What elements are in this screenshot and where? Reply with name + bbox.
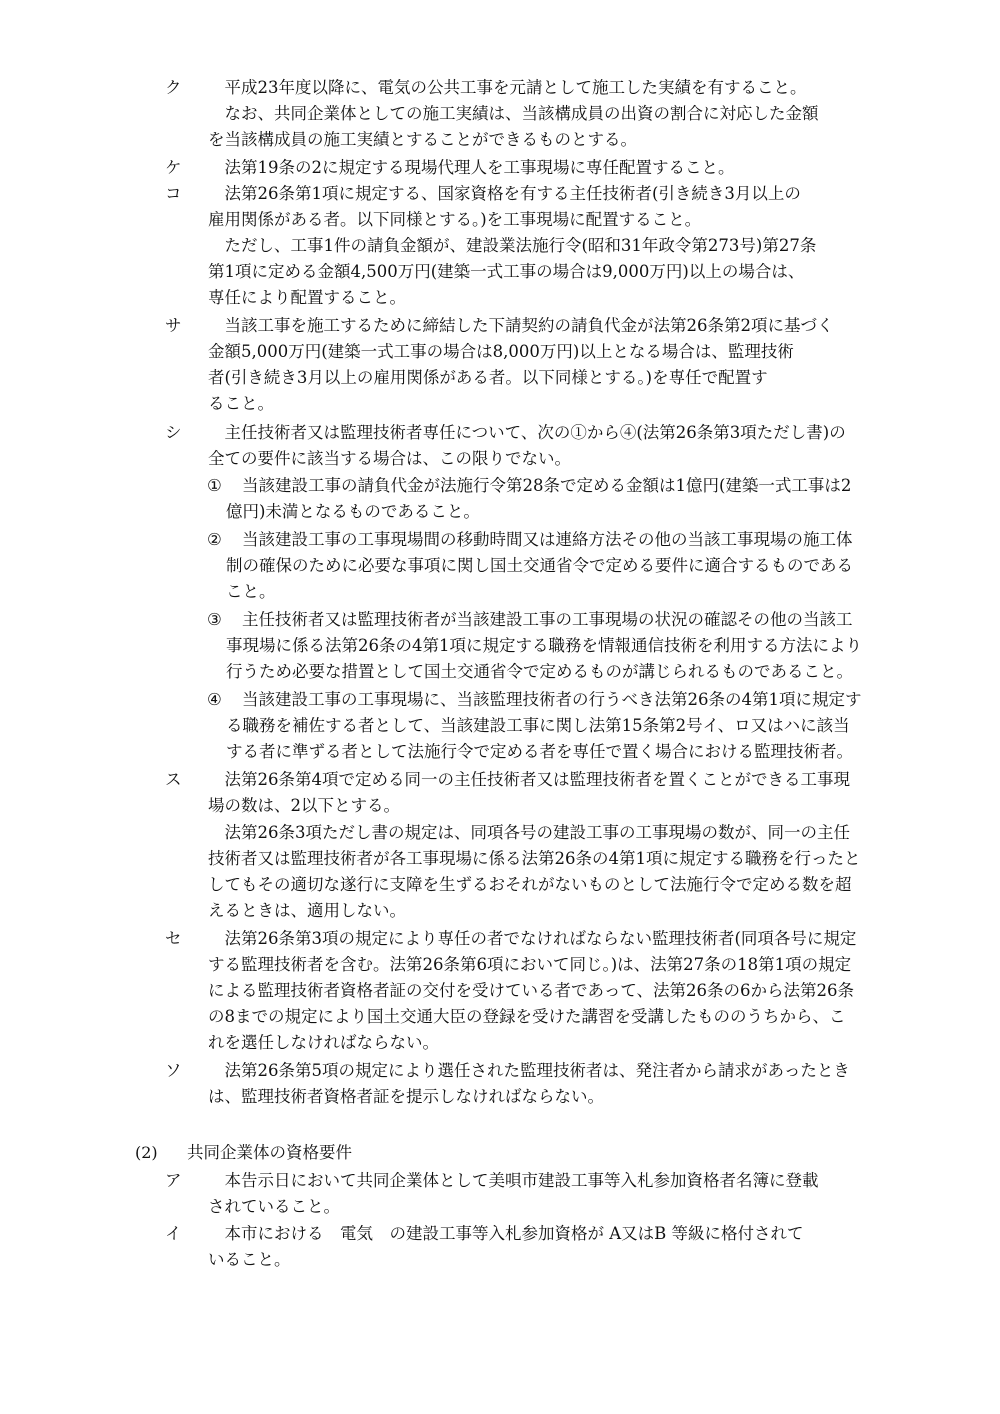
subitem-1-line-1: 当該建設工事の請負代金が法施行令第28条で定める金額は1億円(建築一式工事は2 — [242, 476, 852, 495]
item-shi-line-1: 主任技術者又は監理技術者専任について、次の①から④(法第26条第3項ただし書)の — [208, 423, 846, 442]
item-se-line-1: 法第26条第3項の規定により専任の者でなければならない監理技術者(同項各号に規定 — [208, 929, 857, 948]
subitem-3-line-2: 事現場に係る法第26条の4第1項に規定する職務を情報通信技術を利用する方法により — [226, 636, 862, 655]
item-shi-line-2: 全ての要件に該当する場合は、この限りでない。 — [208, 449, 571, 468]
item-marker-i: イ — [165, 1224, 182, 1243]
item-su-line-5: してもその適切な遂行に支障を生ずるおそれがないものとして法施行令で定める数を超 — [208, 875, 852, 894]
item-se-line-2: する監理技術者を含む。法第26条第6項において同じ。)は、法第27条の18第1項の規定 — [208, 955, 852, 974]
item-marker-shi: シ — [165, 423, 182, 442]
subitem-marker-3: ③ — [207, 610, 222, 629]
item-marker-a: ア — [165, 1171, 182, 1190]
subitem-marker-1: ① — [207, 476, 222, 495]
item-marker-se: セ — [165, 929, 182, 948]
subitem-marker-2: ② — [207, 530, 222, 549]
item-sa-line-4: ること。 — [208, 394, 274, 413]
item-sa-line-1: 当該工事を施工するために締結した下請契約の請負代金が法第26条第2項に基づく — [208, 316, 834, 335]
item-marker-so: ソ — [165, 1061, 182, 1080]
item-marker-sa: サ — [165, 316, 182, 335]
item-i-line-2: いること。 — [208, 1250, 291, 1269]
item-a-line-2: されていること。 — [208, 1197, 340, 1216]
subitem-marker-4: ④ — [207, 690, 222, 709]
subitem-1-line-2: 億円)未満となるものであること。 — [226, 502, 480, 521]
item-se-line-3: による監理技術者資格者証の交付を受けている者であって、法第26条の6から法第26条 — [208, 981, 854, 1000]
item-su-line-2: 場の数は、2以下とする。 — [208, 796, 400, 815]
subitem-3-line-1: 主任技術者又は監理技術者が当該建設工事の工事現場の状況の確認その他の当該工 — [242, 610, 853, 629]
item-se-line-5: れを選任しなければならない。 — [208, 1033, 439, 1052]
item-marker-su: ス — [165, 770, 182, 789]
item-so-line-1: 法第26条第5項の規定により選任された監理技術者は、発注者から請求があったとき — [208, 1061, 850, 1080]
item-sa-line-2: 金額5,000万円(建築一式工事の場合は8,000万円)以上となる場合は、監理技術 — [208, 342, 794, 361]
item-ku-line-3: を当該構成員の施工実績とすることができるものとする。 — [208, 130, 637, 149]
item-ko-line-5: 専任により配置すること。 — [208, 288, 406, 307]
item-ko-line-3: ただし、工事1件の請負金額が、建設業法施行令(昭和31年政令第273号)第27条 — [208, 236, 817, 255]
subitem-3-line-3: 行うため必要な措置として国土交通省令で定めるものが講じられるものであること。 — [226, 662, 853, 681]
item-ku-line-1: 平成23年度以降に、電気の公共工事を元請として施工した実績を有すること。 — [208, 78, 807, 97]
item-ke-line-1: 法第19条の2に規定する現場代理人を工事現場に専任配置すること。 — [208, 158, 735, 177]
item-ku-line-2: なお、共同企業体としての施工実績は、当該構成員の出資の割合に対応した金額 — [208, 104, 819, 123]
section-2-marker: (2) — [135, 1143, 158, 1162]
item-a-line-1: 本告示日において共同企業体として美唄市建設工事等入札参加資格者名簿に登載 — [208, 1171, 819, 1190]
subitem-2-line-3: こと。 — [226, 582, 276, 601]
item-ko-line-1: 法第26条第1項に規定する、国家資格を有する主任技術者(引き続き3月以上の — [208, 184, 801, 203]
item-se-line-4: の8までの規定により国土交通大臣の登録を受けた講習を受講したもののうちから、こ — [208, 1007, 846, 1026]
item-marker-ku: ク — [165, 78, 182, 97]
item-su-line-6: えるときは、適用しない。 — [208, 901, 406, 920]
subitem-4-line-3: する者に準ずる者として法施行令で定める者を専任で置く場合における監理技術者。 — [226, 742, 853, 761]
item-su-line-4: 技術者又は監理技術者が各工事現場に係る法第26条の4第1項に規定する職務を行ったと — [208, 849, 861, 868]
section-2-heading: 共同企業体の資格要件 — [187, 1143, 352, 1162]
item-su-line-1: 法第26条第4項で定める同一の主任技術者又は監理技術者を置くことができる工事現 — [208, 770, 850, 789]
item-ko-line-2: 雇用関係がある者。以下同様とする。)を工事現場に配置すること。 — [208, 210, 702, 229]
subitem-4-line-2: る職務を補佐する者として、当該建設工事に関し法第15条第2号イ、ロ又はハに該当 — [226, 716, 850, 735]
item-su-line-3: 法第26条3項ただし書の規定は、同項各号の建設工事の工事現場の数が、同一の主任 — [208, 823, 850, 842]
item-ko-line-4: 第1項に定める金額4,500万円(建築一式工事の場合は9,000万円)以上の場合は、 — [208, 262, 805, 281]
item-so-line-2: は、監理技術者資格者証を提示しなければならない。 — [208, 1087, 604, 1106]
item-sa-line-3: 者(引き続き3月以上の雇用関係がある者。以下同様とする。)を専任で配置す — [208, 368, 768, 387]
subitem-2-line-2: 制の確保のために必要な事項に関し国土交通省令で定める要件に適合するものである — [226, 556, 853, 575]
item-i-line-1: 本市における 電気 の建設工事等入札参加資格が A又はB 等級に格付されて — [208, 1224, 804, 1243]
subitem-2-line-1: 当該建設工事の工事現場間の移動時間又は連絡方法その他の当該工事現場の施工体 — [242, 530, 853, 549]
subitem-4-line-1: 当該建設工事の工事現場に、当該監理技術者の行うべき法第26条の4第1項に規定す — [242, 690, 862, 709]
item-marker-ke: ケ — [165, 158, 182, 177]
item-marker-ko: コ — [165, 184, 182, 203]
